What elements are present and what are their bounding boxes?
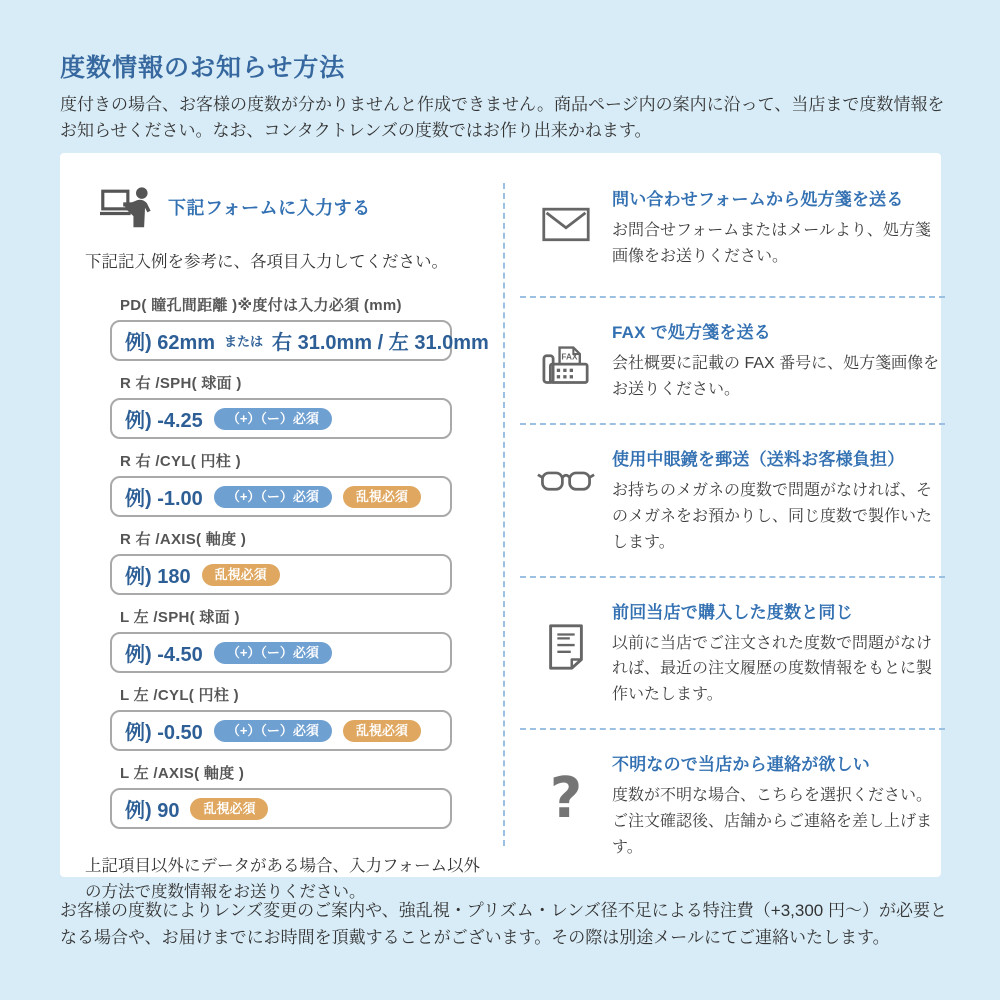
field-row-l-sph: [110, 606, 452, 673]
method-section-previous-order: [520, 578, 945, 731]
fax-icon: [520, 316, 612, 403]
field-row-l-cyl: [110, 684, 452, 751]
example-box: [110, 632, 452, 673]
field-label: R 右 /AXIS( 軸度 ): [120, 531, 247, 548]
plus-minus-required-badge: （+）（ー）必須: [214, 642, 332, 664]
method-section-contact-form: [520, 175, 945, 298]
column-divider: [503, 183, 505, 846]
field-row-r-axis: [110, 528, 452, 595]
form-header: [100, 186, 497, 228]
field-label: R 右 /CYL( 円柱 ): [120, 453, 241, 470]
field-label: R 右 /SPH( 球面 ): [120, 375, 242, 392]
method-text: [612, 316, 945, 403]
field-label: L 左 /AXIS( 軸度 ): [120, 765, 245, 782]
field-row-r-cyl: [110, 450, 452, 517]
field-row-r-sph: [110, 372, 452, 439]
method-title: 使用中眼鏡を郵送（送料お客様負担）: [612, 449, 905, 469]
method-body: 会社概要に記載の FAX 番号に、処方箋画像をお送りください。: [612, 355, 940, 398]
form-column: [85, 178, 497, 922]
form-heading: 下記フォームに入力する: [168, 198, 371, 218]
form-fields: [110, 294, 489, 829]
method-body: 以前に当店でご注文された度数で問題がなければ、最近の注文履歴の度数情報をもとに製作いたします。: [612, 634, 933, 704]
example-box: [110, 710, 452, 751]
person-at-screen-icon: [100, 186, 152, 228]
footer-note: お客様の度数によりレンズ変更のご案内や、強乱視・プリズム・レンズ径不足による特注費（+3,300 円〜）が必要となる場合や、お届けまでにお時間を頂戴することがございます。その際は別途メールにてご連絡いたします。: [60, 901, 947, 948]
plus-minus-required-badge: （+）（ー）必須: [214, 408, 332, 430]
method-title: FAX で処方箋を送る: [612, 323, 771, 342]
question-glyph: ?: [549, 766, 583, 832]
form-note: 上記項目以外にデータがある場合、入力フォーム以外の方法で度数情報をお送りください。: [85, 857, 481, 902]
method-text: [612, 443, 945, 556]
question-icon: [520, 748, 612, 861]
example-value: 例) 180: [125, 566, 191, 588]
method-section-mail-glasses: [520, 425, 945, 578]
page-title: 度数情報のお知らせ方法: [60, 54, 346, 82]
method-title: 前回当店で購入した度数と同じ: [612, 602, 853, 622]
example-connector: または: [224, 334, 264, 349]
field-row-l-axis: [110, 762, 452, 829]
example-value: 右 31.0mm / 左 31.0mm: [272, 332, 489, 354]
svg-text:FAX: FAX: [561, 352, 578, 362]
envelope-icon: [520, 183, 612, 276]
method-title: 問い合わせフォームから処方箋を送る: [612, 190, 904, 209]
astigmatism-required-badge: 乱視必須: [190, 798, 268, 820]
example-value: 例) -4.50: [125, 644, 203, 666]
method-body: 度数が不明な場合、こちらを選択ください。ご注文確認後、店舗からご連絡を差し上げます。: [612, 787, 933, 857]
method-text: [612, 748, 945, 861]
method-text: [612, 596, 945, 709]
example-value: 例) 62mm: [125, 332, 216, 354]
method-title: 不明なので当店から連絡が欲しい: [612, 755, 870, 775]
astigmatism-required-badge: 乱視必須: [202, 564, 280, 586]
example-box: [110, 398, 452, 439]
astigmatism-required-badge: 乱視必須: [343, 486, 421, 508]
method-text: [612, 183, 945, 276]
example-box: [110, 320, 489, 361]
example-value: 例) -0.50: [125, 722, 203, 744]
field-label: PD( 瞳孔間距離 )※度付は入力必須 (mm): [120, 297, 402, 314]
intro-text: 度付きの場合、お客様の度数が分かりませんと作成できません。商品ページ内の案内に沿って、当店まで度数情報をお知らせください。なお、コンタクトレンズの度数ではお作り出来かねます。: [60, 95, 945, 141]
plus-minus-required-badge: （+）（ー）必須: [214, 720, 332, 742]
example-value: 例) -4.25: [125, 410, 203, 432]
plus-minus-required-badge: （+）（ー）必須: [214, 486, 332, 508]
example-box: [110, 554, 452, 595]
method-body: お持ちのメガネの度数で問題がなければ、そのメガネをお預かりし、同じ度数で製作いたします。: [612, 481, 933, 551]
example-value: 例) 90: [125, 800, 180, 822]
document-icon: [520, 596, 612, 709]
method-body: お問合せフォームまたはメールより、処方箋画像をお送りください。: [612, 222, 931, 265]
glasses-icon: [520, 443, 612, 556]
example-value: 例) -1.00: [125, 488, 203, 510]
example-box: [110, 476, 452, 517]
astigmatism-required-badge: 乱視必須: [343, 720, 421, 742]
field-label: L 左 /CYL( 円柱 ): [120, 687, 239, 704]
method-section-fax: [520, 298, 945, 425]
info-card: [60, 153, 941, 902]
field-label: L 左 /SPH( 球面 ): [120, 609, 240, 626]
method-section-contact-me: [520, 730, 945, 881]
field-row-pd: [110, 294, 489, 361]
form-instruction: 下記記入例を参考に、各項目入力してください。: [85, 253, 448, 271]
methods-column: [520, 175, 945, 881]
example-box: [110, 788, 452, 829]
